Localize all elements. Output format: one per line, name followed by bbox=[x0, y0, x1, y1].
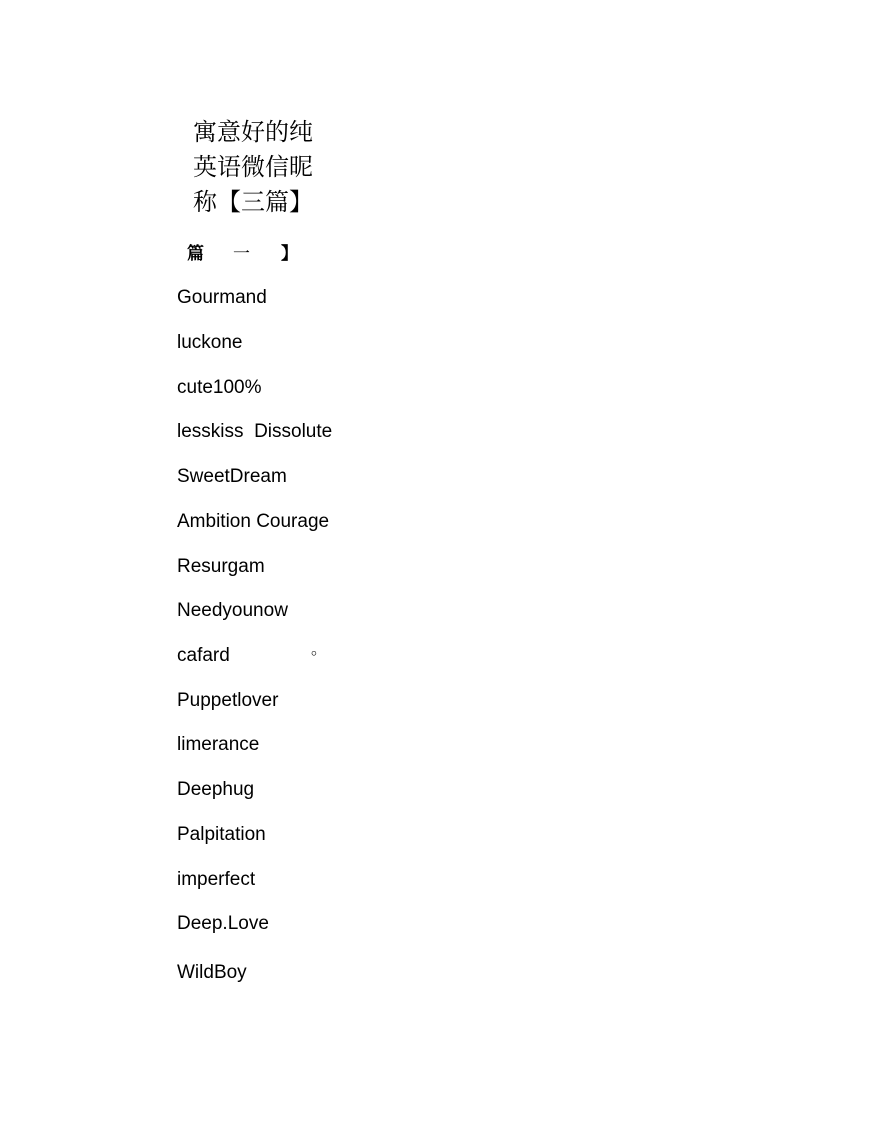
list-item: Needyounow bbox=[177, 600, 288, 621]
trailing-period-mark: 。 bbox=[311, 641, 328, 658]
list-item: cafard bbox=[177, 645, 230, 666]
document-title-line-3: 称【三篇】 bbox=[193, 188, 313, 216]
list-item: Puppetlover bbox=[177, 690, 279, 711]
list-item: Palpitation bbox=[177, 824, 266, 845]
list-item: cute100% bbox=[177, 377, 262, 398]
list-item: imperfect bbox=[177, 869, 256, 890]
list-item: WildBoy bbox=[177, 962, 247, 983]
document-title-line-1: 寓意好的纯 bbox=[193, 118, 313, 146]
list-item: Ambition Courage bbox=[177, 511, 330, 532]
document-title-line-2: 英语微信昵 bbox=[193, 153, 313, 181]
list-item: Gourmand bbox=[177, 287, 267, 308]
list-item: luckone bbox=[177, 332, 243, 353]
section-heading-part-1: 篇 bbox=[187, 244, 204, 264]
list-item: limerance bbox=[177, 734, 260, 755]
section-heading-part-2: 一 bbox=[233, 244, 250, 264]
section-heading-part-3: 】 bbox=[281, 244, 298, 264]
list-item: SweetDream bbox=[177, 466, 287, 487]
list-item: lesskiss Dissolute bbox=[177, 421, 333, 442]
list-item: Resurgam bbox=[177, 556, 265, 577]
list-item: Deephug bbox=[177, 779, 255, 800]
list-item: Deep.Love bbox=[177, 913, 269, 934]
